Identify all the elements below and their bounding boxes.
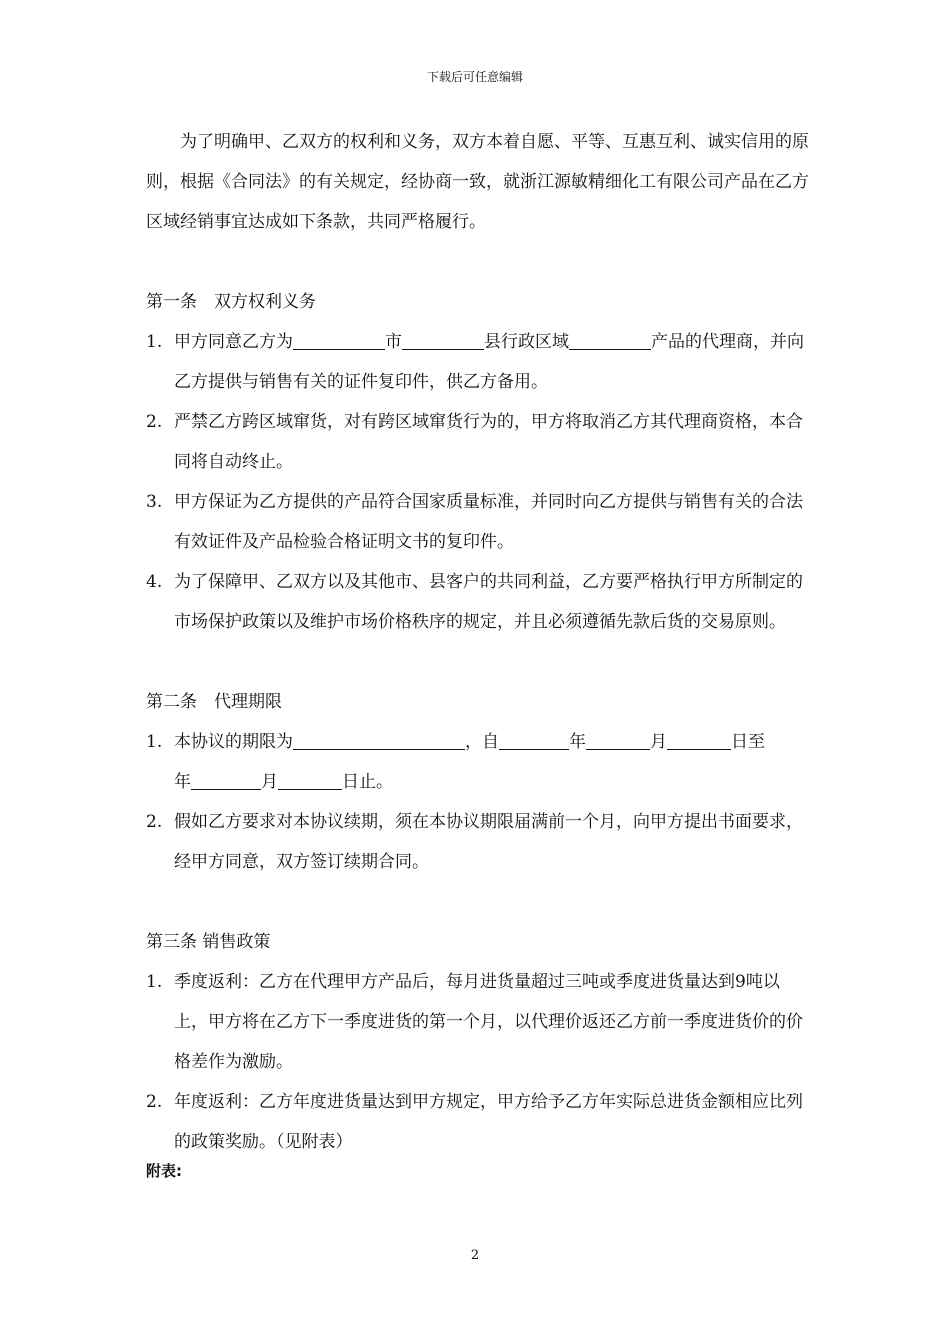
item-text: 本协议的期限为 [174, 732, 293, 752]
product-blank [569, 327, 651, 350]
section3-title: 第三条 销售政策 [146, 932, 271, 952]
section1-item2 [146, 402, 811, 482]
section2-item2 [146, 802, 811, 882]
item-text: 季度返利：乙方在代理甲方产品后，每月进货量超过三吨或季度进货量达到9吨以上，甲方将在乙方下一季度进货的第一个月，以代理价返还乙方前一季度进货价的价格差作为激励。 [174, 972, 803, 1072]
item-number: 2. [146, 412, 163, 432]
item-text: 甲方同意乙方为 [174, 332, 293, 352]
intro-paragraph: 为了明确甲、乙双方的权利和义务，双方本着自愿、平等、互惠互利、诚实信用的原则，根据《合同法》的有关规定，经协商一致，就浙江源敏精细化工有限公司产品在乙方区域经销事宜达成如下条款，共同严格履行。 [146, 132, 809, 232]
section3-item2 [146, 1082, 811, 1162]
item-number: 1. [146, 332, 163, 352]
item-text: 月 [650, 732, 667, 752]
page-header: 下载后可任意编辑 [426, 70, 523, 84]
item-number: 2. [146, 1092, 163, 1112]
item-text: 月 [261, 772, 278, 792]
section1-item4 [146, 562, 811, 642]
item-text: 严禁乙方跨区域窜货，对有跨区域窜货行为的，甲方将取消乙方其代理商资格，本合同将自动终止。 [174, 412, 803, 472]
item-text: 甲方保证为乙方提供的产品符合国家质量标准，并同时向乙方提供与销售有关的合法有效证件及产品检验合格证明文书的复印件。 [174, 492, 803, 552]
section1-item1 [146, 322, 811, 402]
page-number: 2 [470, 1248, 480, 1263]
item-text: 日止。 [342, 772, 393, 792]
item-text: 假如乙方要求对本协议续期，须在本协议期限届满前一个月，向甲方提出书面要求，经甲方同意，双方签订续期合同。 [174, 812, 803, 872]
item-text: ，自 [465, 732, 499, 752]
item-number: 1. [146, 972, 163, 992]
end-month-blank [278, 767, 342, 790]
start-day-blank [667, 727, 731, 750]
item-text: 产品的代理商，并向乙方提供与销售有关的证件复印件，供乙方备用。 [174, 332, 804, 392]
item-text: 为了保障甲、乙双方以及其他市、县客户的共同利益，乙方要严格执行甲方所制定的市场保护政策以及维护市场价格秩序的规定，并且必须遵循先款后货的交易原则。 [174, 572, 803, 632]
start-year-blank [499, 727, 569, 750]
item-number: 2. [146, 812, 163, 832]
document-body [146, 122, 811, 1162]
section1-item3 [146, 482, 811, 562]
item-text: 年 [174, 772, 191, 792]
section2-item1 [146, 722, 811, 802]
item-number: 3. [146, 492, 163, 512]
item-text: 日至 [731, 732, 765, 752]
item-number: 1. [146, 732, 163, 752]
term-blank [293, 727, 465, 750]
item-text: 市 [385, 332, 402, 352]
end-year-blank [191, 767, 261, 790]
city-blank [293, 327, 385, 350]
item-text: 年 [569, 732, 586, 752]
section2-title: 第二条 代理期限 [146, 692, 282, 712]
item-text: 年度返利：乙方年度进货量达到甲方规定，甲方给予乙方年实际总进货金额相应比列的政策奖励。（见附表） [174, 1092, 803, 1152]
section1-title: 第一条 双方权利义务 [146, 292, 316, 312]
section3-item1 [146, 962, 811, 1082]
appendix-label: 附表: [146, 1162, 182, 1180]
item-number: 4. [146, 572, 163, 592]
item-text: 县行政区域 [484, 332, 569, 352]
county-blank [402, 327, 484, 350]
start-month-blank [586, 727, 650, 750]
